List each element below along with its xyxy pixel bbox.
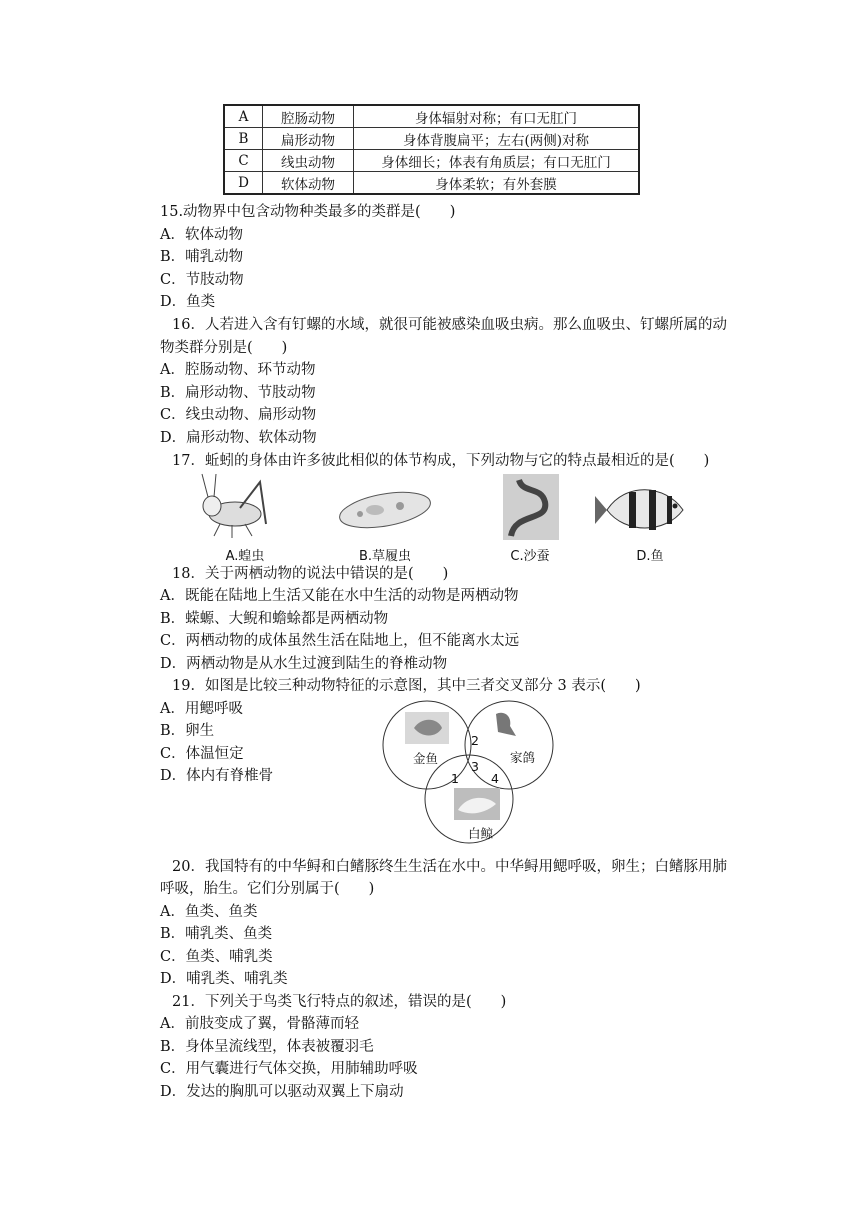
figure-label: A.蝗虫 bbox=[225, 549, 265, 564]
q19-option-a: A．用鳃呼吸 bbox=[160, 701, 243, 717]
figure-label: B.草履虫 bbox=[358, 549, 412, 564]
question-19-stem: 19．如图是比较三种动物特征的示意图，其中三者交叉部分 3 表示( ) bbox=[172, 678, 641, 694]
pigeon-label: 家鸽 bbox=[510, 750, 536, 765]
figure-label: C.沙蚕 bbox=[510, 549, 550, 564]
q15-option-d: D．鱼类 bbox=[160, 294, 216, 310]
table-cell-letter: B bbox=[224, 128, 263, 150]
q18-option-b: B．蝾螈、大鲵和蟾蜍都是两栖动物 bbox=[160, 611, 389, 627]
figure-paramecium bbox=[330, 472, 440, 564]
table-row bbox=[224, 105, 639, 128]
table-cell-feature: 身体细长；体表有角质层；有口无肛门 bbox=[354, 150, 640, 172]
question-20-stem-line1: 20．我国特有的中华鲟和白鳍豚终生生活在水中。中华鲟用鳃呼吸，卵生；白鳍豚用肺 bbox=[172, 859, 727, 875]
q18-option-c: C．两栖动物的成体虽然生活在陆地上，但不能离水太远 bbox=[160, 633, 520, 649]
question-21-stem: 21．下列关于鸟类飞行特点的叙述，错误的是( ) bbox=[172, 994, 507, 1010]
q19-option-b: B．卵生 bbox=[160, 723, 215, 739]
question-17-stem: 17．蚯蚓的身体由许多彼此相似的体节构成，下列动物与它的特点最相近的是( ) bbox=[172, 453, 710, 469]
question-20-stem-line2: 呼吸，胎生。它们分别属于( ) bbox=[160, 881, 375, 897]
q20-option-d: D．哺乳类、哺乳类 bbox=[160, 971, 288, 987]
q21-option-b: B．身体呈流线型，体表被覆羽毛 bbox=[160, 1039, 374, 1055]
q21-option-d: D．发达的胸肌可以驱动双翼上下扇动 bbox=[160, 1084, 404, 1100]
table-cell-letter: A bbox=[224, 105, 263, 128]
table-cell-group: 软体动物 bbox=[263, 172, 354, 195]
q18-option-a: A．既能在陆地上生活又能在水中生活的动物是两栖动物 bbox=[160, 588, 519, 604]
q18-option-d: D．两栖动物是从水生过渡到陆生的脊椎动物 bbox=[160, 656, 448, 672]
region-1-label: 1 bbox=[451, 771, 459, 786]
table-cell-group: 腔肠动物 bbox=[263, 105, 354, 128]
figure-grasshopper bbox=[190, 472, 300, 564]
q17-figures bbox=[190, 472, 700, 564]
table-cell-feature: 身体柔软；有外套膜 bbox=[354, 172, 640, 195]
figure-sandworm bbox=[475, 472, 585, 564]
question-16-stem-line1: 16．人若进入含有钉螺的水域，就很可能被感染血吸虫病。那么血吸虫、钉螺所属的动 bbox=[172, 317, 727, 333]
figure-fish bbox=[595, 472, 705, 564]
q15-option-b: B．哺乳动物 bbox=[160, 249, 244, 265]
q16-option-a: A．腔肠动物、环节动物 bbox=[160, 362, 316, 378]
question-18-stem: 18．关于两栖动物的说法中错误的是( ) bbox=[172, 566, 449, 582]
q16-option-c: C．线虫动物、扁形动物 bbox=[160, 407, 317, 423]
q16-option-b: B．扁形动物、节肢动物 bbox=[160, 385, 316, 401]
q21-option-a: A．前肢变成了翼，骨骼薄而轻 bbox=[160, 1016, 359, 1032]
q19-option-c: C．体温恒定 bbox=[160, 746, 244, 762]
figure-label: D.鱼 bbox=[636, 549, 664, 564]
table-cell-feature: 身体辐射对称；有口无肛门 bbox=[354, 105, 640, 128]
beluga-label: 白鲸 bbox=[468, 826, 494, 841]
animal-group-table bbox=[223, 104, 640, 195]
table-cell-group: 线虫动物 bbox=[263, 150, 354, 172]
question-15-stem: 15.动物界中包含动物种类最多的类群是( ) bbox=[160, 204, 456, 220]
q16-option-d: D．扁形动物、软体动物 bbox=[160, 430, 317, 446]
table-row bbox=[224, 128, 639, 150]
paramecium-icon bbox=[330, 472, 440, 544]
region-3-label: 3 bbox=[471, 759, 479, 774]
q15-option-c: C．节肢动物 bbox=[160, 272, 244, 288]
table-cell-group: 扁形动物 bbox=[263, 128, 354, 150]
q20-option-b: B．哺乳类、鱼类 bbox=[160, 926, 273, 942]
q15-option-a: A．软体动物 bbox=[160, 227, 243, 243]
pigeon-icon bbox=[496, 713, 516, 736]
question-16-stem-line2: 物类群分别是( ) bbox=[160, 340, 288, 356]
q19-option-d: D．体内有脊椎骨 bbox=[160, 768, 274, 784]
table-row bbox=[224, 172, 639, 195]
q20-option-a: A．鱼类、鱼类 bbox=[160, 904, 258, 920]
table-cell-letter: D bbox=[224, 172, 263, 195]
region-4-label: 4 bbox=[491, 771, 499, 786]
goldfish-label: 金鱼 bbox=[413, 751, 439, 766]
venn-diagram bbox=[370, 698, 560, 844]
q21-option-c: C．用气囊进行气体交换，用肺辅助呼吸 bbox=[160, 1061, 418, 1077]
fish-icon bbox=[595, 472, 705, 544]
table-cell-feature: 身体背腹扁平；左右(两侧)对称 bbox=[354, 128, 640, 150]
q20-option-c: C．鱼类、哺乳类 bbox=[160, 949, 273, 965]
venn-circles bbox=[370, 698, 560, 844]
sandworm-icon bbox=[475, 472, 585, 544]
table-row bbox=[224, 150, 639, 172]
table-cell-letter: C bbox=[224, 150, 263, 172]
grasshopper-icon bbox=[190, 472, 300, 544]
region-2-label: 2 bbox=[471, 733, 479, 748]
